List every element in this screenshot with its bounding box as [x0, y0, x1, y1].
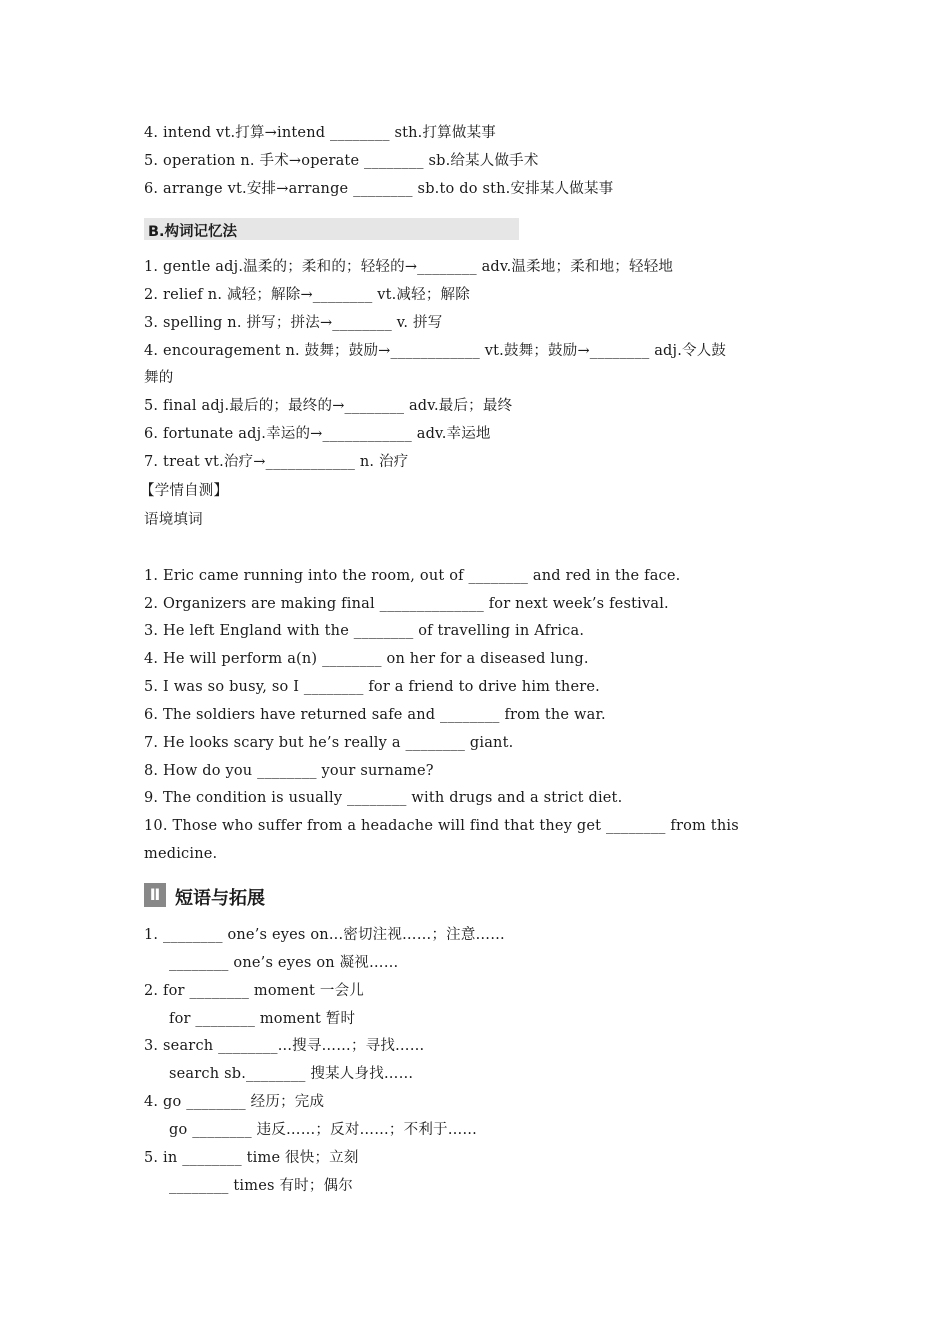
section-2-numeral: Ⅱ — [144, 883, 166, 907]
fill-in-item: 6. The soldiers have returned safe and ________ from the war. — [144, 707, 606, 723]
vocab-item: 5. operation n. 手术→operate ________ sb.给某人做手术 — [144, 153, 539, 169]
fill-in-item: 10. Those who suffer from a headache will find that they get ________ from this — [144, 818, 739, 834]
word-formation-item: 1. gentle adj.温柔的；柔和的；轻轻的→________ adv.温柔地；柔和地；轻轻地 — [144, 259, 674, 275]
phrase-item-sub: ________ times 有时；偶尔 — [169, 1178, 353, 1194]
fill-in-item: 4. He will perform a(n) ________ on her for a diseased lung. — [144, 651, 589, 667]
vocab-item: 6. arrange vt.安排→arrange ________ sb.to do sth.安排某人做某事 — [144, 181, 614, 197]
phrase-item: 3. search ________...搜寻……；寻找…… — [144, 1038, 425, 1054]
self-test-subheading: 语境填词 — [144, 512, 203, 528]
word-formation-item-continued: 舞的 — [144, 370, 174, 386]
word-formation-item: 2. relief n. 减轻；解除→________ vt.减轻；解除 — [144, 287, 470, 303]
word-formation-item: 3. spelling n. 拼写；拼法→________ v. 拼写 — [144, 315, 443, 331]
phrase-item-sub: search sb.________ 搜某人身找…… — [169, 1066, 414, 1082]
fill-in-item: 7. He looks scary but he’s really a ________ giant. — [144, 735, 514, 751]
phrase-item-sub: for ________ moment 暂时 — [169, 1011, 356, 1027]
fill-in-item: 9. The condition is usually ________ with drugs and a strict diet. — [144, 790, 623, 806]
fill-in-item: 5. I was so busy, so I ________ for a friend to drive him there. — [144, 679, 600, 695]
word-formation-item: 5. final adj.最后的；最终的→________ adv.最后；最终 — [144, 398, 513, 414]
vocab-item: 4. intend vt.打算→intend ________ sth.打算做某事 — [144, 125, 496, 141]
word-formation-item: 6. fortunate adj.幸运的→____________ adv.幸运地 — [144, 426, 491, 442]
phrase-item: 1. ________ one’s eyes on...密切注视……；注意…… — [144, 927, 505, 943]
fill-in-item: 3. He left England with the ________ of travelling in Africa. — [144, 623, 585, 639]
phrase-item: 5. in ________ time 很快；立刻 — [144, 1150, 359, 1166]
fill-in-item-continued: medicine. — [144, 846, 218, 862]
self-test-heading: 【学情自测】 — [140, 483, 229, 499]
section-b-title: B.构词记忆法 — [148, 224, 238, 240]
word-formation-item: 4. encouragement n. 鼓舞；鼓励→____________ vt.鼓舞；鼓励→________ adj.令人鼓 — [144, 343, 727, 359]
phrase-item-sub: go ________ 违反……；反对……；不利于…… — [169, 1122, 478, 1138]
phrase-item: 4. go ________ 经历；完成 — [144, 1094, 325, 1110]
fill-in-item: 1. Eric came running into the room, out of ________ and red in the face. — [144, 568, 681, 584]
fill-in-item: 2. Organizers are making final ______________ for next week’s festival. — [144, 596, 669, 612]
word-formation-item: 7. treat vt.治疗→____________ n. 治疗 — [144, 454, 409, 470]
phrase-item: 2. for ________ moment 一会儿 — [144, 983, 364, 999]
phrase-item-sub: ________ one’s eyes on 凝视…… — [169, 955, 399, 971]
section-2-title: 短语与拓展 — [175, 888, 265, 909]
section-b-header — [144, 218, 519, 240]
fill-in-item: 8. How do you ________ your surname? — [144, 763, 434, 779]
